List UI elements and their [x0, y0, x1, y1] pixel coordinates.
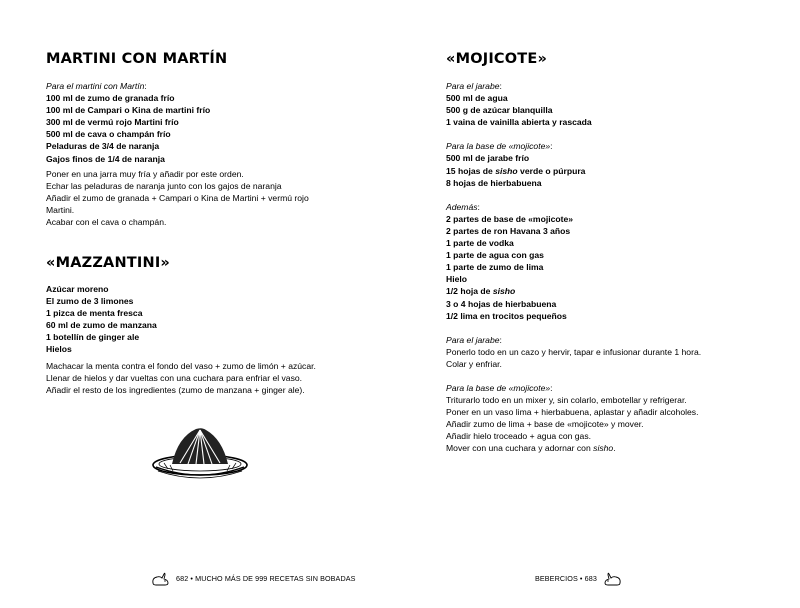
mojicote-title: «MOJICOTE»	[446, 51, 548, 67]
ingredient-line: 1 parte de vodka	[446, 238, 514, 249]
ingredient-line: 3 o 4 hojas de hierbabuena	[446, 298, 557, 309]
rabbit-icon	[601, 571, 623, 587]
step-line: Mover con una cuchara y adornar con sisho.	[446, 443, 616, 454]
ingredient-line: 500 ml de agua	[446, 93, 508, 104]
step-line: Añadir zumo de lima + base de «mojicote» y mover.	[446, 419, 644, 430]
step-line: Añadir hielo troceado + agua con gas.	[446, 431, 592, 442]
ingredient-line: 100 ml de zumo de granada frío	[46, 93, 175, 104]
ingredient-line: 500 g de azúcar blanquilla	[446, 105, 553, 116]
ingredient-line: 60 ml de zumo de manzana	[46, 320, 157, 331]
ingredient-line: 300 ml de vermú rojo Martini frío	[46, 117, 179, 128]
ingredient-line: 2 partes de base de «mojicote»	[446, 213, 574, 224]
juicer-illustration-icon	[150, 427, 250, 479]
ingredient-line: 1 parte de zumo de lima	[446, 262, 544, 273]
ingredient-line: 1 pizca de menta fresca	[46, 308, 143, 319]
ingredient-line: Peladuras de 3/4 de naranja	[46, 141, 160, 152]
step-line: Poner en una jarra muy fría y añadir por este orden.	[46, 169, 244, 179]
step-line: Añadir el resto de los ingredientes (zumo de manzana + ginger ale).	[46, 385, 305, 396]
ingredient-line: Azúcar moreno	[46, 284, 109, 294]
step-line: Triturarlo todo en un mixer y, sin colarlo, embotellar y refrigerar.	[446, 395, 687, 406]
martini-title: MARTINI CON MARTÍN	[46, 51, 228, 67]
step-line: Colar y enfriar.	[446, 358, 502, 369]
ingredient-line: 1/2 hoja de sisho	[446, 286, 516, 297]
right-footer-text: BEBERCIOS • 683	[535, 574, 597, 583]
base-subhead: Para la base de «mojicote»:	[446, 141, 553, 152]
martini-subhead: Para el martini con Martín:	[46, 81, 147, 91]
ingredient-line: 1 parte de agua con gas	[446, 250, 544, 261]
ingredient-line: 500 ml de cava o champán frío	[46, 129, 171, 140]
right-footer	[535, 571, 623, 587]
step-line: Poner en un vaso lima + hierbabuena, aplastar y añadir alcoholes.	[446, 407, 699, 418]
martini-steps	[46, 168, 309, 228]
martini-ingredients	[46, 80, 210, 165]
step-line: Llenar de hielos y dar vueltas con una cuchara para enfriar el vaso.	[46, 373, 303, 384]
jarabe-steps-subhead: Para el jarabe:	[446, 334, 502, 345]
right-page	[400, 0, 800, 608]
ingredient-line: El zumo de 3 limones	[46, 296, 134, 307]
ingredient-line: Hielo	[446, 274, 468, 285]
step-line: Añadir el zumo de granada + Campari o Kina de Martini + vermú rojo	[46, 193, 309, 204]
ingredient-line: 100 ml de Campari o Kina de martini frío	[46, 105, 211, 116]
rabbit-icon	[150, 571, 172, 587]
ingredient-line: 8 hojas de hierbabuena	[446, 177, 542, 188]
mojicote-recipe	[446, 80, 701, 455]
step-line: Acabar con el cava o champán.	[46, 217, 167, 228]
step-line: Martini.	[46, 205, 75, 216]
ingredient-line: 1 botellín de ginger ale	[46, 332, 140, 343]
ingredient-line: Hielos	[46, 344, 72, 355]
ingredient-line: 1/2 lima en trocitos pequeños	[446, 310, 567, 321]
base-steps-subhead: Para la base de «mojicote»:	[446, 382, 553, 393]
mazzantini-steps	[46, 360, 316, 396]
ingredient-line: 2 partes de ron Havana 3 años	[446, 225, 571, 236]
left-footer-text: 682 • MUCHO MÁS DE 999 RECETAS SIN BOBADAS	[176, 574, 356, 583]
jarabe-subhead: Para el jarabe:	[446, 81, 502, 91]
step-line: Ponerlo todo en un cazo y hervir, tapar e infusionar durante 1 hora.	[446, 346, 702, 357]
ingredient-line: 500 ml de jarabe frío	[446, 153, 530, 164]
ademas-subhead: Además:	[446, 201, 480, 212]
step-line: Echar las peladuras de naranja junto con los gajos de naranja	[46, 181, 282, 192]
mazzantini-title: «MAZZANTINI»	[46, 255, 170, 271]
step-line: Machacar la menta contra el fondo del vaso + zumo de limón + azúcar.	[46, 361, 316, 371]
ingredient-line: 15 hojas de sisho verde o púrpura	[446, 165, 586, 176]
left-footer	[150, 571, 356, 587]
ingredient-line: Gajos finos de 1/4 de naranja	[46, 153, 165, 164]
ingredient-line: 1 vaina de vainilla abierta y rascada	[446, 117, 592, 128]
mazzantini-ingredients	[46, 283, 157, 356]
